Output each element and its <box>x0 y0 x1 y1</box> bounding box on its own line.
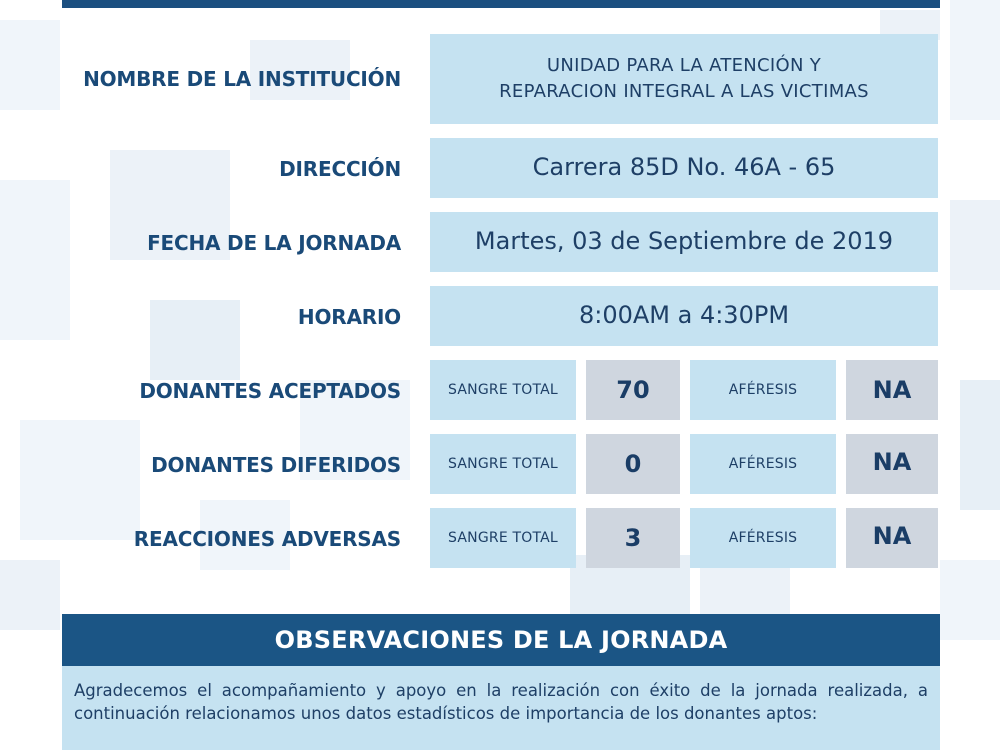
date-value: Martes, 03 de Septiembre de 2019 <box>474 227 894 256</box>
address-value-box <box>430 138 938 198</box>
date-label: FECHA DE LA JORNADA <box>147 231 401 255</box>
adverse-apheresis-label: AFÉRESIS <box>690 508 836 568</box>
deferred-donors-label: DONANTES DIFERIDOS <box>151 453 401 477</box>
accepted-donors-label: DONANTES ACEPTADOS <box>139 379 401 403</box>
institution-line-2: REPARACION INTEGRAL A LAS VICTIMAS <box>499 81 869 102</box>
accepted-apheresis-value: NA <box>846 360 938 420</box>
adverse-apheresis-value: NA <box>846 508 938 568</box>
accepted-whole-blood-label: SANGRE TOTAL <box>430 360 576 420</box>
date-value-box <box>430 212 938 272</box>
adverse-whole-blood-value: 3 <box>586 508 680 568</box>
schedule-value-box <box>430 286 938 346</box>
deferred-whole-blood-label: SANGRE TOTAL <box>430 434 576 494</box>
institution-line-1: UNIDAD PARA LA ATENCIÓN Y <box>546 54 822 76</box>
deferred-whole-blood-value: 0 <box>586 434 680 494</box>
schedule-label: HORARIO <box>297 305 401 329</box>
observations-text: Agradecemos el acompañamiento y apoyo en la realización con éxito de la jornada realizada, a continuación relacionamos unos datos estadísticos de importancia de los donantes aptos: <box>62 666 940 750</box>
adverse-reactions-label: REACCIONES ADVERSAS <box>133 527 401 551</box>
institution-label: NOMBRE DE LA INSTITUCIÓN <box>83 67 401 91</box>
schedule-value: 8:00AM a 4:30PM <box>578 301 790 330</box>
address-label: DIRECCIÓN <box>279 157 401 181</box>
deferred-apheresis-label: AFÉRESIS <box>690 434 836 494</box>
observations-title: OBSERVACIONES DE LA JORNADA <box>62 614 940 666</box>
address-value: Carrera 85D No. 46A - 65 <box>532 153 836 182</box>
top-bar <box>62 0 940 8</box>
accepted-whole-blood-value: 70 <box>586 360 680 420</box>
adverse-whole-blood-label: SANGRE TOTAL <box>430 508 576 568</box>
institution-value <box>430 34 938 124</box>
deferred-apheresis-value: NA <box>846 434 938 494</box>
accepted-apheresis-label: AFÉRESIS <box>690 360 836 420</box>
